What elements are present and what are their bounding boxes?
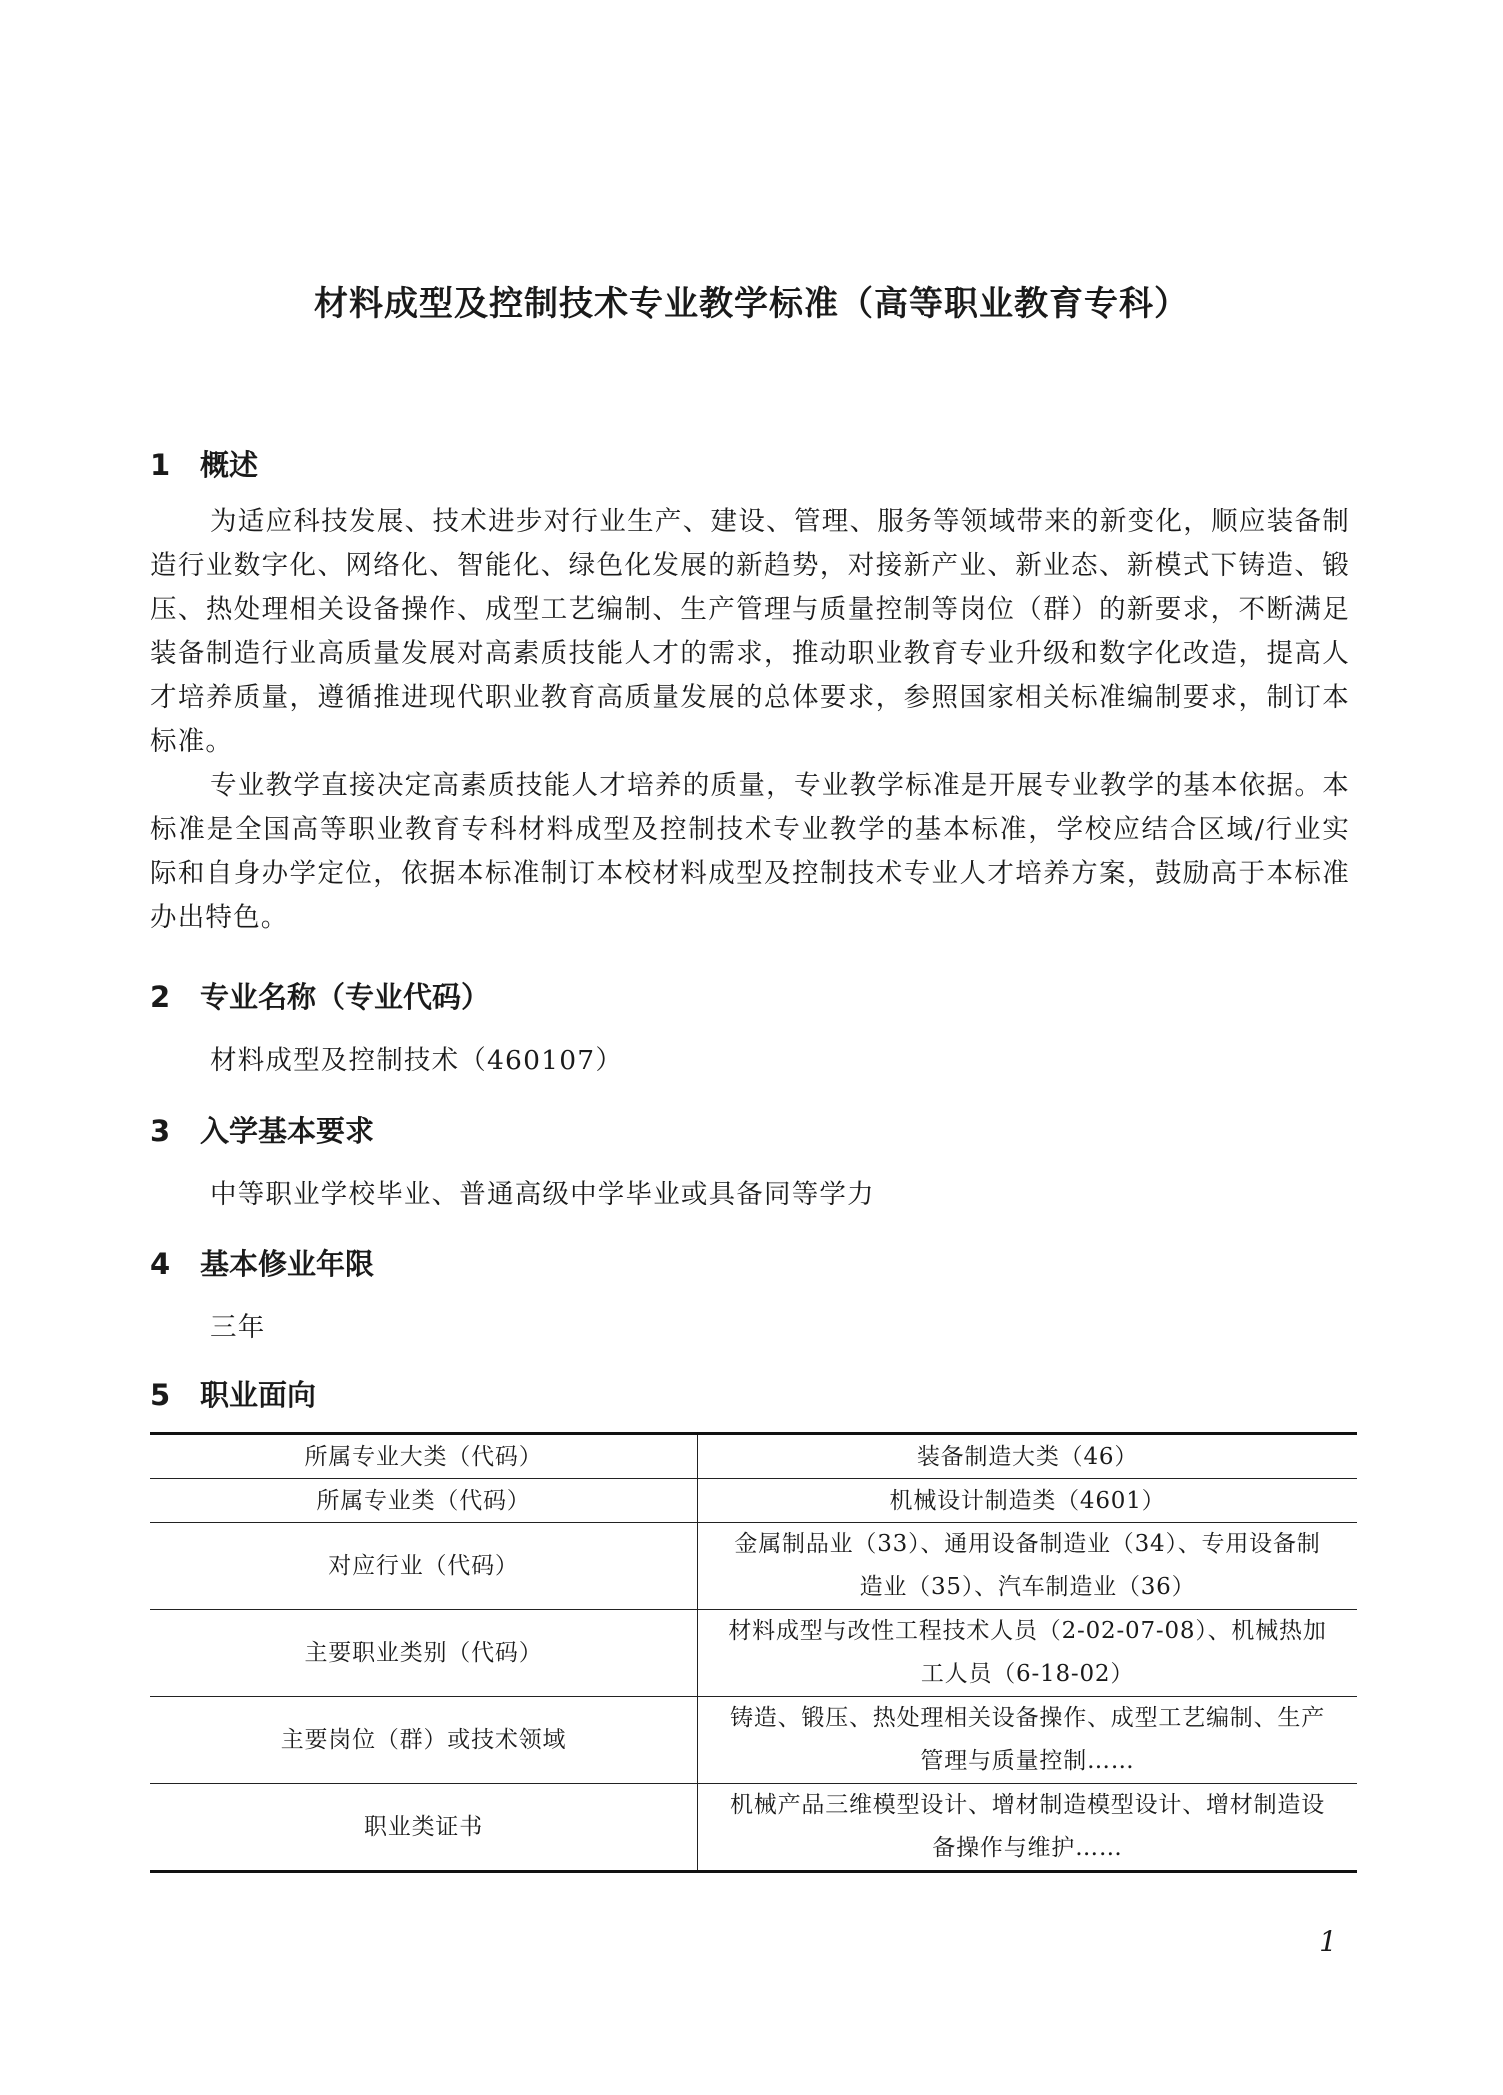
- section-title: 专业名称（专业代码）: [200, 980, 491, 1014]
- table-key-cell: 主要职业类别（代码）: [150, 1610, 698, 1697]
- career-table: [150, 1432, 1357, 1873]
- table-value-cell: 金属制品业（33）、通用设备制造业（34）、专用设备制造业（35）、汽车制造业（36）: [734, 1531, 1321, 1600]
- table-row: [150, 1479, 1357, 1523]
- table-row: [150, 1523, 1357, 1610]
- document-title: 材料成型及控制技术专业教学标准（高等职业教育专科）: [314, 284, 1189, 324]
- duration-text: 三年: [210, 1312, 266, 1343]
- table-row: [150, 1784, 1357, 1872]
- section-heading-career: [150, 1373, 316, 1414]
- table-value-cell: 机械设计制造类（4601）: [889, 1487, 1166, 1514]
- section-number: 2: [150, 980, 171, 1014]
- table-value-cell: 材料成型与改性工程技术人员（2-02-07-08）、机械热加工人员（6-18-02）: [728, 1618, 1327, 1687]
- table-key-cell: 对应行业（代码）: [150, 1523, 698, 1610]
- table-key-cell: 主要岗位（群）或技术领域: [150, 1697, 698, 1784]
- major-name-text: 材料成型及控制技术（460107）: [210, 1045, 624, 1076]
- page-number: 1: [1319, 1925, 1337, 1958]
- section-number: 3: [150, 1114, 171, 1148]
- table-key-cell: 所属专业大类（代码）: [150, 1434, 698, 1479]
- section-number: 5: [150, 1378, 171, 1412]
- section-title: 职业面向: [200, 1378, 317, 1412]
- table-key-cell: 所属专业类（代码）: [150, 1479, 698, 1523]
- section-title: 入学基本要求: [200, 1114, 375, 1148]
- section-number: 1: [150, 448, 171, 482]
- table-row: [150, 1697, 1357, 1784]
- section-title: 概述: [200, 448, 259, 482]
- table-value-cell: 铸造、锻压、热处理相关设备操作、成型工艺编制、生产管理与质量控制……: [730, 1705, 1325, 1774]
- overview-paragraph-1: 为适应科技发展、技术进步对行业生产、建设、管理、服务等领域带来的新变化，顺应装备制造行业数字化、网络化、智能化、绿色化发展的新趋势，对接新产业、新业态、新模式下铸造、锻压、热处理相关设备操作、成型工艺编制、生产管理与质量控制等岗位（群）的新要求，不断满足装备制造行业高质量发展对高素质技能人才的需求，推动职业教育专业升级和数字化改造，提高人才培养质量，遵循推进现代职业教育高质量发展的总体要求，参照国家相关标准编制要求，制订本标准。: [150, 506, 1350, 757]
- section-heading-admission: [150, 1109, 374, 1150]
- table-row: [150, 1610, 1357, 1697]
- section-title: 基本修业年限: [200, 1247, 375, 1281]
- section-heading-overview: [150, 443, 258, 484]
- section-number: 4: [150, 1247, 171, 1281]
- table-value-cell: 机械产品三维模型设计、增材制造模型设计、增材制造设备操作与维护……: [730, 1792, 1325, 1861]
- overview-paragraph-2: 专业教学直接决定高素质技能人才培养的质量，专业教学标准是开展专业教学的基本依据。本标准是全国高等职业教育专科材料成型及控制技术专业教学的基本标准，学校应结合区域/行业实际和自身办学定位，依据本标准制订本校材料成型及控制技术专业人才培养方案，鼓励高于本标准办出特色。: [150, 770, 1350, 933]
- section-heading-duration: [150, 1242, 374, 1283]
- table-value-cell: 装备制造大类（46）: [916, 1443, 1139, 1470]
- admission-text: 中等职业学校毕业、普通高级中学毕业或具备同等学力: [210, 1179, 875, 1210]
- section-heading-major-name: [150, 975, 490, 1016]
- table-key-cell: 职业类证书: [150, 1784, 698, 1872]
- table-row: [150, 1434, 1357, 1479]
